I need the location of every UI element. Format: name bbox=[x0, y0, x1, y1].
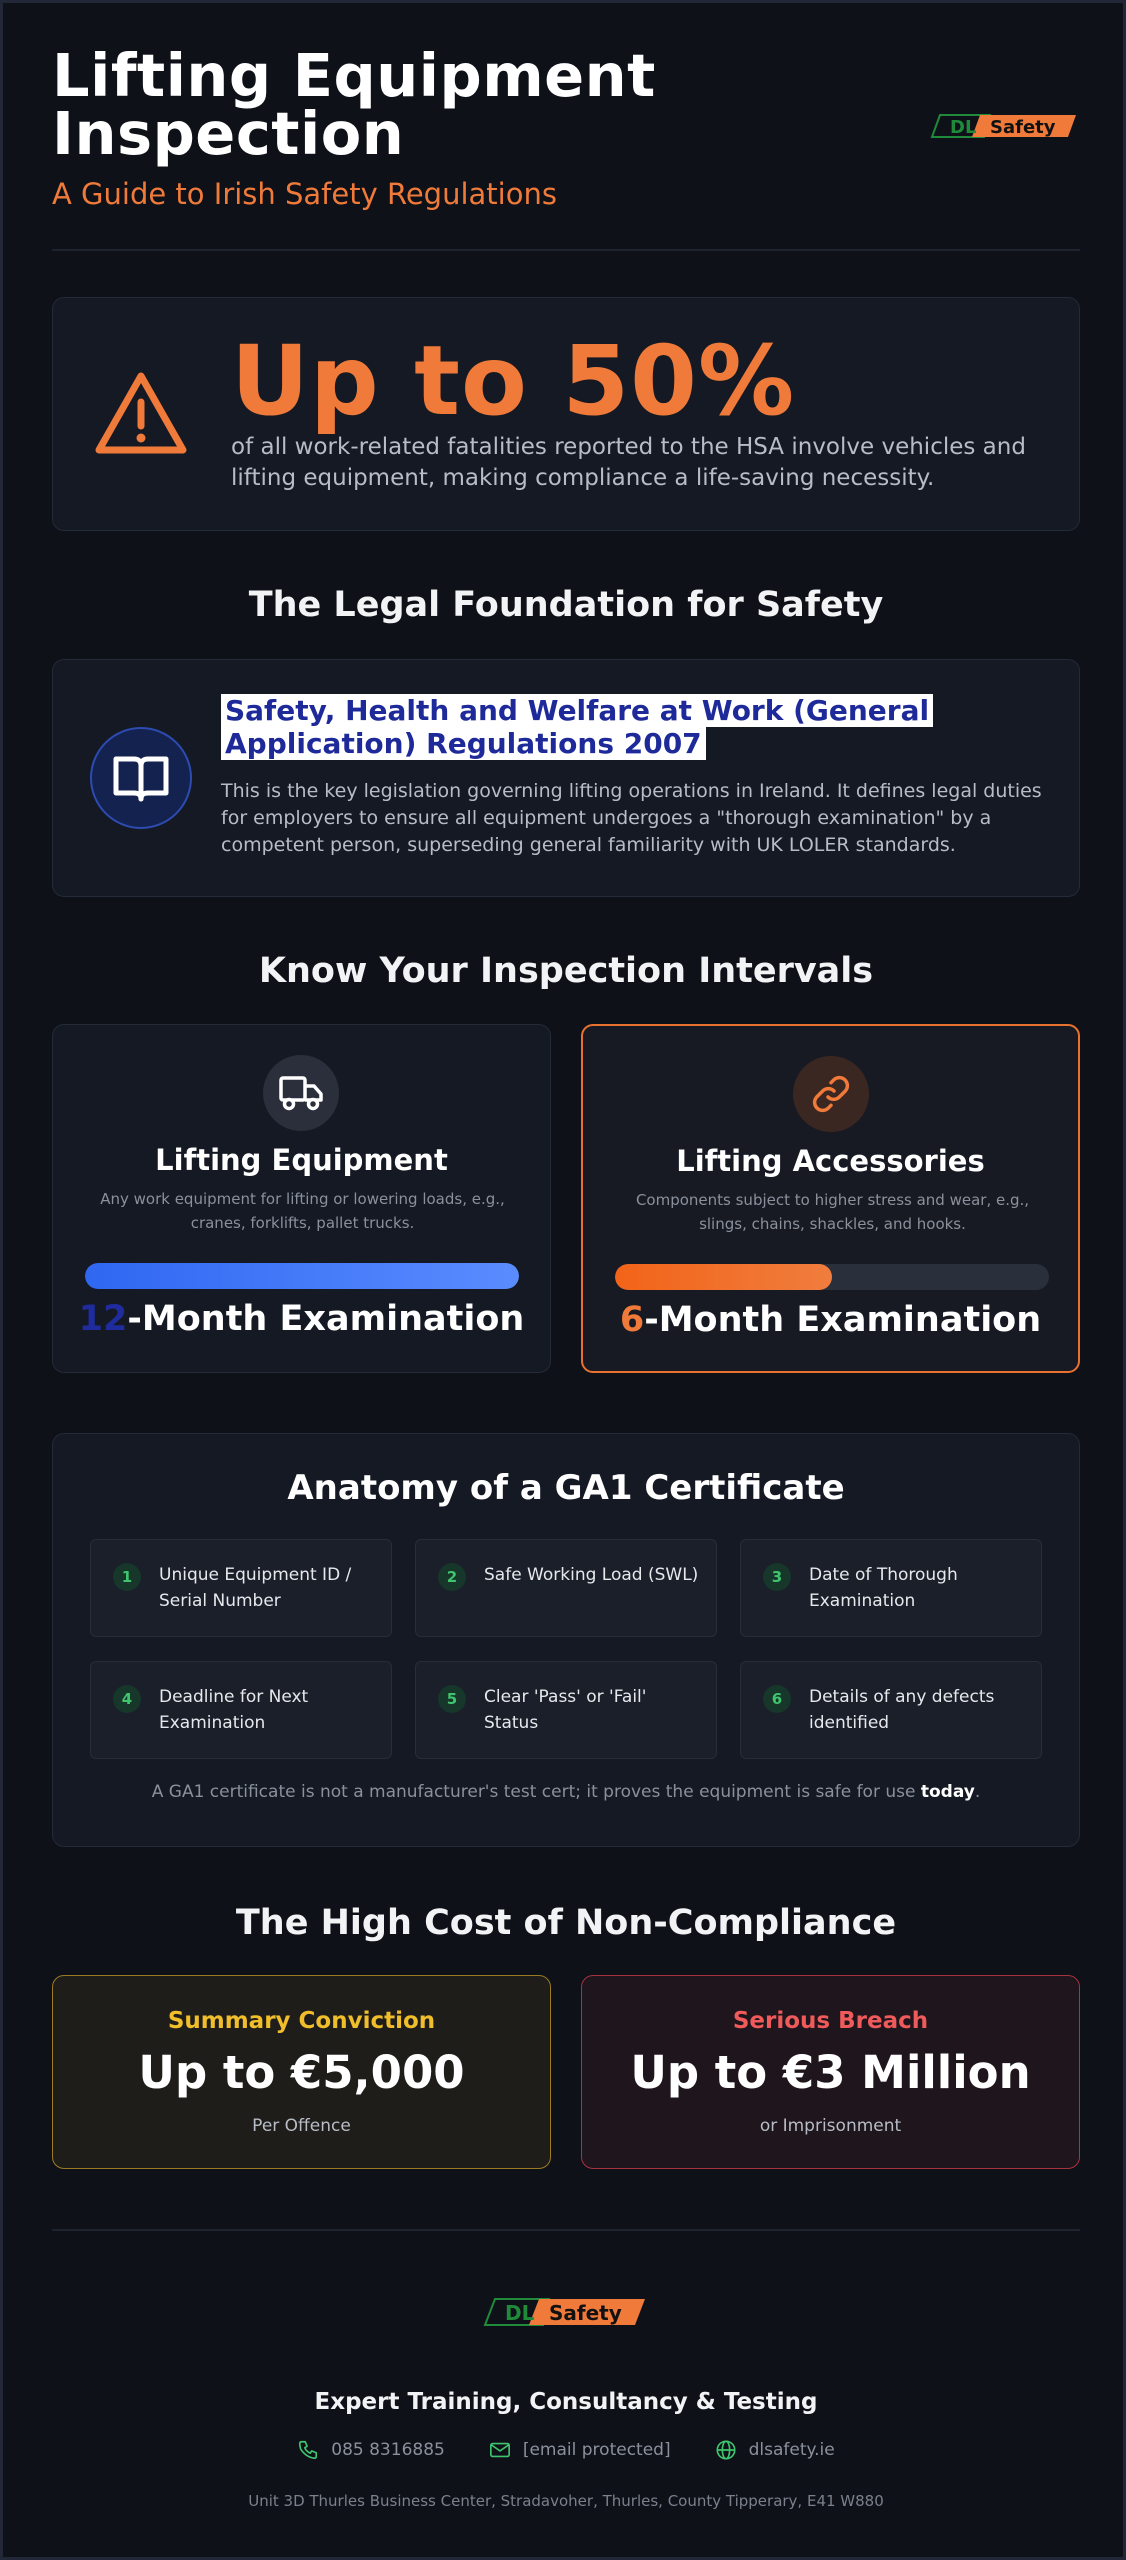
interval-description: Any work equipment for lifting or lowering loads, e.g., cranes, forklifts, pallet trucks. bbox=[100, 1190, 505, 1232]
truck-icon bbox=[278, 1073, 324, 1113]
interval-exam-text: -Month Examination bbox=[644, 1300, 1042, 1340]
ga1-note-prefix: A GA1 certificate is not a manufacturer's test cert; it proves the equipment is safe for use bbox=[151, 1782, 921, 1802]
ga1-item-label: Safe Working Load (SWL) bbox=[484, 1565, 699, 1585]
ga1-item-number: 6 bbox=[763, 1685, 791, 1713]
intervals-section-title: Know Your Inspection Intervals bbox=[258, 951, 874, 991]
penalty-card-summary bbox=[52, 1975, 551, 2169]
ga1-item-label: Details of any defects identified bbox=[809, 1687, 995, 1733]
legal-section-title: The Legal Foundation for Safety bbox=[248, 585, 884, 625]
phone-number: 085 8316885 bbox=[331, 2440, 445, 2460]
interval-progress-bar bbox=[85, 1263, 519, 1289]
interval-progress-fill bbox=[85, 1263, 519, 1289]
footer-tagline: Expert Training, Consultancy & Testing bbox=[314, 2389, 818, 2415]
penalty-value: Up to €3 Million bbox=[630, 2046, 1031, 2099]
ga1-item-number: 4 bbox=[113, 1685, 141, 1713]
ga1-title: Anatomy of a GA1 Certificate bbox=[287, 1468, 845, 1508]
regulation-title bbox=[221, 694, 1001, 760]
ga1-certificate-card bbox=[52, 1433, 1080, 1847]
chain-link-icon bbox=[809, 1072, 853, 1116]
divider bbox=[52, 249, 1080, 251]
regulation-description: This is the key legislation governing lifting operations in Ireland. It defines legal duties for employers to ensure all equipment undergoes a "thorough examination" by a competent person, superseding general familiarity with UK LOLER standards. bbox=[221, 780, 1042, 856]
ga1-item bbox=[415, 1539, 717, 1637]
book-icon-circle bbox=[90, 727, 192, 829]
phone-icon bbox=[297, 2439, 319, 2461]
divider bbox=[52, 2229, 1080, 2231]
interval-months: 12 bbox=[78, 1299, 128, 1339]
chain-icon-circle bbox=[793, 1056, 869, 1132]
ga1-item bbox=[740, 1661, 1042, 1759]
interval-title: Lifting Equipment bbox=[155, 1143, 448, 1177]
penalties-section-title: The High Cost of Non-Compliance bbox=[235, 1903, 897, 1943]
penalty-kind: Summary Conviction bbox=[167, 2008, 436, 2034]
stat-description: of all work-related fatalities reported to the HSA involve vehicles and lifting equipment, making compliance a life-saving necessity. bbox=[231, 434, 1026, 491]
ga1-item bbox=[90, 1661, 392, 1759]
ga1-note bbox=[53, 1782, 1079, 1802]
truck-icon-circle bbox=[263, 1055, 339, 1131]
legal-card bbox=[52, 659, 1080, 897]
penalty-sub: or Imprisonment bbox=[759, 2116, 902, 2136]
regulation-title-text: Safety, Health and Welfare at Work (General Application) Regulations 2007 bbox=[221, 694, 933, 760]
dl-safety-logo[interactable] bbox=[930, 107, 1080, 147]
interval-progress-bar bbox=[615, 1264, 1049, 1290]
footer-dl-safety-logo[interactable] bbox=[483, 2291, 649, 2337]
ga1-note-suffix: . bbox=[974, 1782, 981, 1802]
ga1-item-label: Date of Thorough Examination bbox=[809, 1565, 958, 1611]
ga1-item-label: Clear 'Pass' or 'Fail' Status bbox=[484, 1687, 647, 1733]
mail-icon bbox=[489, 2441, 511, 2459]
ga1-item bbox=[90, 1539, 392, 1637]
ga1-item bbox=[740, 1539, 1042, 1637]
interval-progress-fill bbox=[615, 1264, 832, 1290]
interval-card-lifting-equipment bbox=[52, 1024, 551, 1373]
page-title: Lifting Equipment Inspection bbox=[52, 41, 656, 168]
interval-title: Lifting Accessories bbox=[676, 1144, 985, 1178]
interval-months: 6 bbox=[619, 1300, 645, 1340]
ga1-item-number: 5 bbox=[438, 1685, 466, 1713]
penalty-card-serious bbox=[581, 1975, 1080, 2169]
warning-triangle-icon bbox=[93, 370, 189, 458]
phone-contact[interactable] bbox=[297, 2439, 445, 2461]
ga1-item-number: 3 bbox=[763, 1563, 791, 1591]
interval-description: Components subject to higher stress and wear, e.g., slings, chains, shackles, and hooks. bbox=[635, 1191, 1030, 1233]
ga1-item-label: Unique Equipment ID / Serial Number bbox=[159, 1565, 352, 1611]
footer-address: Unit 3D Thurles Business Center, Stradavoher, Thurles, County Tipperary, E41 W880 bbox=[248, 2492, 884, 2510]
logo-dl-text: DL bbox=[950, 117, 977, 138]
ga1-item-number: 2 bbox=[438, 1563, 466, 1591]
ga1-item bbox=[415, 1661, 717, 1759]
footer-contacts bbox=[3, 2439, 1126, 2461]
footer-logo-safety-text: Safety bbox=[549, 2301, 622, 2325]
interval-exam-text: -Month Examination bbox=[127, 1299, 525, 1339]
website-contact[interactable] bbox=[715, 2439, 835, 2461]
open-book-icon bbox=[112, 753, 170, 803]
logo-safety-text: Safety bbox=[990, 117, 1056, 138]
email-contact[interactable] bbox=[489, 2439, 671, 2461]
interval-exam-label bbox=[583, 1300, 1078, 1340]
penalty-sub: Per Offence bbox=[252, 2116, 351, 2136]
ga1-item-number: 1 bbox=[113, 1563, 141, 1591]
stat-value: Up to 50% bbox=[231, 325, 796, 437]
header bbox=[52, 41, 1080, 211]
penalty-kind: Serious Breach bbox=[732, 2008, 929, 2034]
penalty-value: Up to €5,000 bbox=[138, 2046, 465, 2099]
ga1-item-label: Deadline for Next Examination bbox=[159, 1687, 309, 1733]
email-address: [email protected] bbox=[522, 2440, 671, 2460]
interval-exam-label bbox=[53, 1299, 550, 1339]
globe-icon bbox=[715, 2439, 737, 2461]
interval-card-lifting-accessories bbox=[581, 1024, 1080, 1373]
footer-logo-dl-text: DL bbox=[505, 2301, 535, 2325]
ga1-note-bold: today bbox=[920, 1782, 975, 1802]
website-url: dlsafety.ie bbox=[748, 2440, 835, 2460]
fatality-stat-card bbox=[52, 297, 1080, 531]
page-subtitle: A Guide to Irish Safety Regulations bbox=[52, 177, 557, 211]
